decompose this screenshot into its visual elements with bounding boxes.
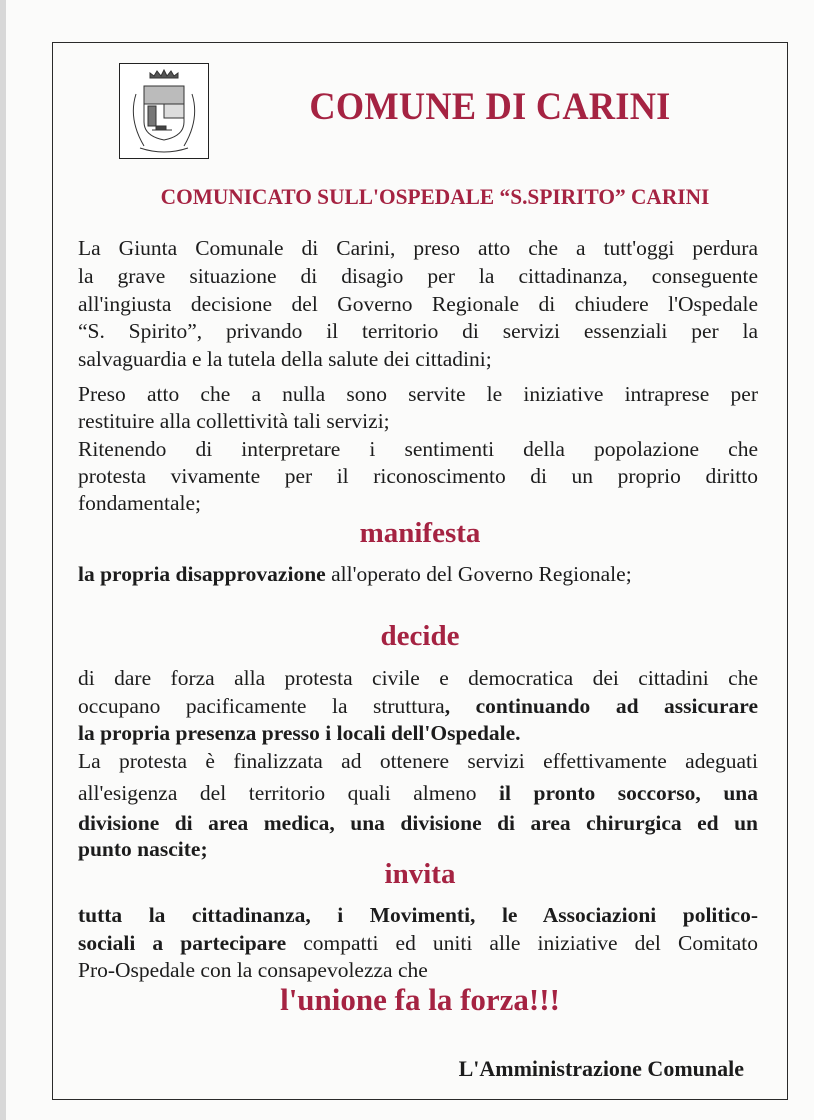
text: salvaguardia e la tutela della salute dei cittadini; — [78, 347, 492, 371]
body-line — [78, 490, 758, 516]
body-line — [78, 263, 758, 289]
body-line — [78, 810, 758, 836]
bold-text: la propria presenza presso i locali dell'Ospedale. — [78, 721, 521, 745]
body-line — [78, 720, 758, 746]
coat-of-arms-icon — [119, 63, 209, 159]
text: di dare forza alla protesta civile e democratica dei cittadini che — [78, 666, 758, 690]
body-line — [78, 693, 758, 719]
body-line — [78, 235, 758, 261]
body-line — [78, 436, 758, 462]
text: occupano pacificamente la struttura — [78, 694, 445, 718]
text: Preso atto che a nulla sono servite le iniziative intraprese per — [78, 382, 758, 406]
text: restituire alla collettività tali servizi; — [78, 409, 390, 433]
body-line — [78, 902, 758, 928]
closing-slogan: l'unione fa la forza!!! — [280, 982, 560, 1017]
body-line — [78, 665, 758, 691]
page-subtitle: COMUNICATO SULL'OSPEDALE “S.SPIRITO” CARINI — [160, 184, 710, 209]
bold-text: tutta la cittadinanza, i Movimenti, le Associazioni politico- — [78, 903, 758, 927]
body-line — [78, 346, 758, 372]
bold-text: la propria disapprovazione — [78, 562, 326, 586]
body-line — [78, 291, 758, 317]
body-line — [78, 318, 758, 344]
text: all'operato del Governo Regionale; — [325, 562, 632, 586]
text: Pro-Ospedale con la consapevolezza che — [78, 958, 428, 982]
page-title: COMUNE DI CARINI — [309, 85, 671, 128]
text: La Giunta Comunale di Carini, preso atto che a tutt'oggi perdura — [78, 236, 758, 260]
body-line — [78, 780, 758, 806]
bold-text: il pronto soccorso, una — [499, 781, 759, 805]
signature: L'Amministrazione Comunale — [458, 1056, 744, 1081]
text: all'esigenza del territorio quali almeno — [78, 781, 500, 805]
body-line — [78, 748, 758, 774]
text: Ritenendo di interpretare i sentimenti della popolazione che — [78, 437, 758, 461]
text: la grave situazione di disagio per la cittadinanza, conseguente — [78, 264, 758, 288]
bold-text: divisione di area medica, una divisione di area chirurgica ed un — [78, 811, 758, 835]
body-line — [78, 408, 758, 434]
body-line — [78, 463, 758, 489]
bold-text: sociali a partecipare — [78, 931, 287, 955]
text: all'ingiusta decisione del Governo Regionale di chiudere l'Ospedale — [78, 292, 758, 316]
text: compatti ed uniti alle iniziative del Comitato — [286, 931, 759, 955]
bold-text: punto nascite; — [78, 837, 208, 861]
body-line — [78, 957, 758, 983]
scan-edge — [0, 0, 6, 1120]
section-heading: decide — [380, 620, 460, 652]
body-line — [78, 561, 758, 587]
text: protesta vivamente per il riconoscimento di un proprio diritto — [78, 464, 758, 488]
text: La protesta è finalizzata ad ottenere servizi effettivamente adeguati — [78, 749, 758, 773]
body-line — [78, 930, 758, 956]
text: fondamentale; — [78, 491, 201, 515]
section-heading: invita — [384, 858, 456, 890]
section-heading: manifesta — [359, 517, 481, 549]
text: “S. Spirito”, privando il territorio di servizi essenziali per la — [78, 319, 758, 343]
bold-text: , continuando ad assicurare — [444, 694, 758, 718]
body-line — [78, 381, 758, 407]
